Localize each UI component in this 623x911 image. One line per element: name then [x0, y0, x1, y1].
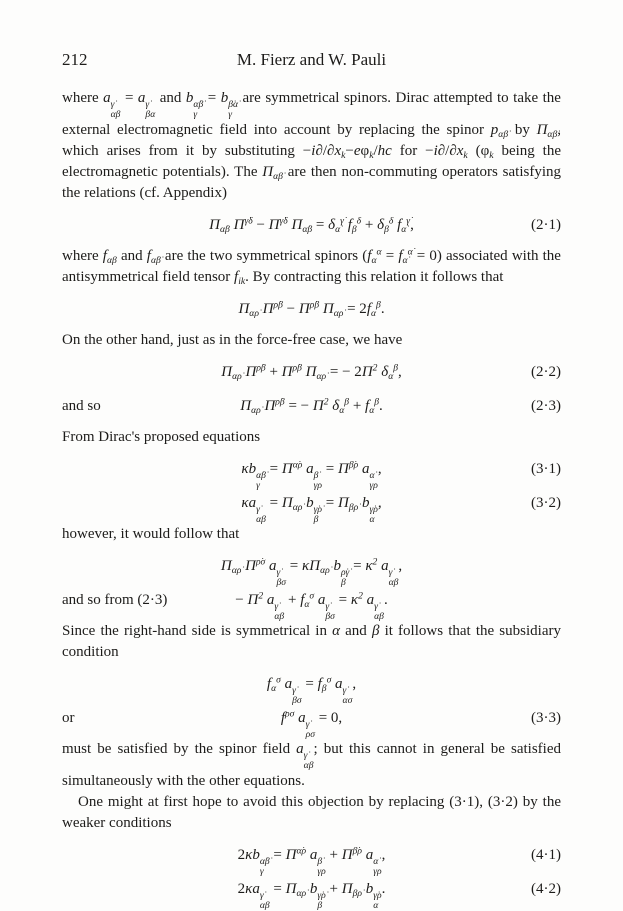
- equation-math: $f_\alpha^\sigma$ a γ̇ βσ = $f_\beta^\sigma$ a γ̇ ασ ,: [266, 674, 357, 707]
- display-equation: [62, 456, 561, 492]
- equation-math: κa γ̇ αβ = $\Pi_{\alpha\rhȯ}$ b γ̇ρ̇ β = $\Pi_{\beta\rhȯ}$ b γ̇ρ̇ α ,: [241, 495, 382, 526]
- equation-number: (2·2): [531, 364, 561, 381]
- equation-label: or: [62, 710, 75, 727]
- equation-math: $\Pi_{\alpha\rhȯ}$ $\Pi^{\rhȯ\beta} - \Pi^{\rhȯ\beta}$ $\Pi_{\alpha\rhȯ} = 2f_\alpha^\beta$.: [238, 299, 385, 319]
- page-body: [62, 88, 562, 911]
- paragraph: however, it would follow that: [62, 526, 240, 543]
- display-equation: [62, 212, 561, 238]
- running-head: M. Fierz and W. Pauli: [236, 50, 387, 69]
- equation-number: (4·2): [531, 881, 561, 898]
- display-equation: [62, 587, 561, 623]
- equation-math: $f^{\rho\sigma}$ a γ̇ ρσ = 0,: [280, 708, 343, 741]
- page-header: [62, 50, 561, 74]
- paragraph: where a γ̇ αβ = a γ̇ βα and b α̇β̇ γ = b β̇α̇ γ are symmetrical spinors. Dirac attempted to take the external electromagnetic field into account by replacing the spinor $p_{\alpha\betȧ}$ by $\Pi_{\alpha\betȧ}$, which arises from it by substituting $-i\partial/\partial x_k-e\varphi_k/hc$ for $-i\partial/\partial x_k$ ($\varphi_k$ being the electromagnetic potentials). The $\Pi_{\alpha\betȧ}$ are then non-commuting operators satisfying the relations (cf. Appendix): [62, 90, 562, 202]
- equation-number: (2·1): [531, 217, 561, 234]
- display-equation: [62, 393, 561, 419]
- display-equation: [62, 490, 561, 526]
- equation-number: (3·2): [531, 495, 561, 512]
- display-equation: [62, 705, 561, 741]
- equation-math: $\Pi_{\alpha\rhȯ}$ $\Pi^{\rhȯ\sigma}$ a γ̇ βσ = $\kappa\Pi_{\alpha\rhȯ}$ b ρ̇γ̇ β = $\kappa^2$ a γ̇ αβ ,: [220, 556, 403, 589]
- equation-math: $\Pi_{\alpha\rhȯ}$ $\Pi^{\rhȯ\beta}$ = − $\Pi^2$ $\delta_\alpha^\beta + f_\alpha^\beta$.: [240, 396, 383, 416]
- equation-number: (3·1): [531, 461, 561, 478]
- equation-label: and so from (2·3): [62, 592, 168, 609]
- equation-math: 2κa γ̇ αβ = $\Pi_{\alpha\rhȯ}$ b γ̇ρ̇ β + $\Pi_{\beta\rhȯ}$ b γ̇ρ̇ α .: [237, 881, 386, 911]
- display-equation: [62, 671, 561, 707]
- text-column: [62, 50, 561, 910]
- paragraph: From Dirac's proposed equations: [62, 429, 261, 446]
- display-equation: [62, 359, 561, 385]
- equation-math: − $\Pi^2$ a γ̇ αβ + $f_\alpha^\sigma$ a γ̇ βσ = $\kappa^2$ a γ̇ αβ .: [235, 590, 388, 623]
- paragraph: On the other hand, just as in the force-free case, we have: [62, 332, 403, 349]
- page-number: 212: [62, 50, 88, 69]
- display-equation: [62, 296, 561, 322]
- paragraph: where $f_{\alpha\beta}$ and $f_{\alphȧ\betȧ}$ are the two symmetrical spinors $(f_\alpha^\alpha = f_{\alphȧ}^{\alphȧ} = 0)$ associated with the antisymmetrical field tensor $f_{ik}$. By contracting this relation it follows that: [62, 246, 561, 287]
- equation-math: κb α̇β̇ γ = $\Pi^{\alphȧ\rho}$ a β̇ γρ = $\Pi^{\betȧ\rho}$ a α̇ γρ ,: [241, 459, 382, 492]
- paragraph: One might at first hope to avoid this objection by replacing (3·1), (3·2) by the weaker conditions: [62, 794, 561, 832]
- equation-math: 2κb α̇β̇ γ = $\Pi^{\alphȧ\rho}$ a β̇ γρ + $\Pi^{\betȧ\rho}$ a α̇ γρ ,: [237, 845, 386, 878]
- paragraph: Since the right-hand side is symmetrical in α and β it follows that the subsidiary condition: [62, 623, 561, 661]
- display-equation: [62, 842, 561, 878]
- equation-math: $\Pi_{\alphȧ\beta}$ $\Pi^{\gammȧ\delta} - \Pi^{\gammȧ\delta}$ $\Pi_{\alphȧ\beta} = \delta_{\alphȧ}^{\gammȧ}$ $f_\beta^\delta + \delta_\beta^\delta$ $f_{\alphȧ}^{\gammȧ}$,: [209, 215, 414, 235]
- paragraph: must be satisfied by the spinor field a γ̇ αβ ; but this cannot in general be satisfied simultaneously with the other equations.: [62, 741, 561, 790]
- display-equation: [62, 553, 561, 589]
- equation-number: (4·1): [531, 847, 561, 864]
- equation-label: and so: [62, 398, 101, 415]
- equation-number: (2·3): [531, 398, 561, 415]
- equation-math: $\Pi_{\alpha\rhȯ}$ $\Pi^{\rhȯ\beta} + \Pi^{\rhȯ\beta}$ $\Pi_{\alpha\rhȯ}$ = − $2\Pi^2$ $\delta_\alpha^\beta$,: [221, 362, 402, 382]
- equation-number: (3·3): [531, 710, 561, 727]
- display-equation: [62, 876, 561, 911]
